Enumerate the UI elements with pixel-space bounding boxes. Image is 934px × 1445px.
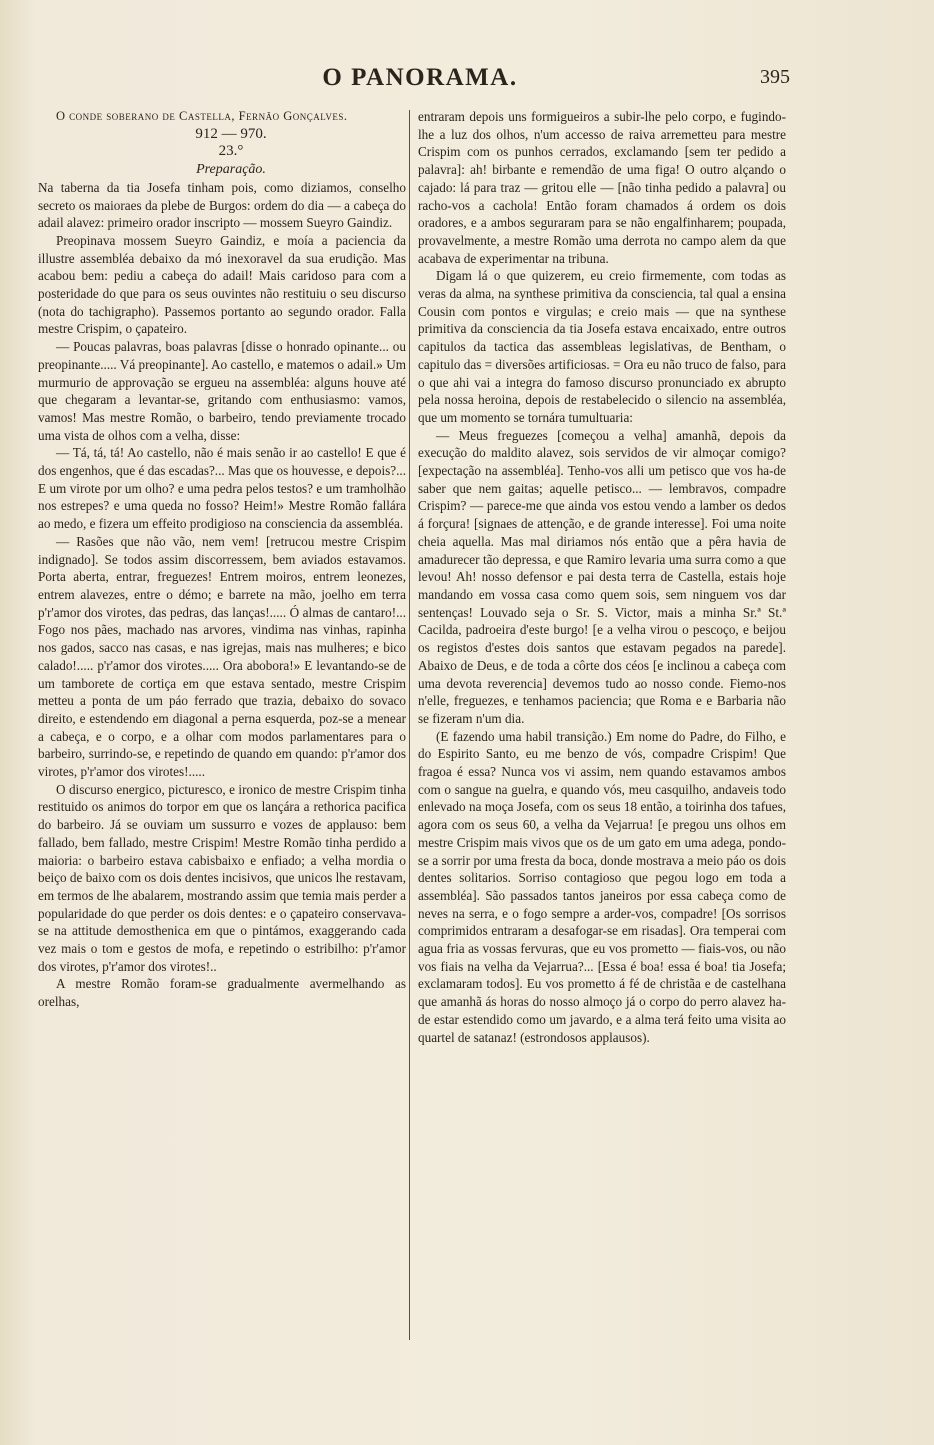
paragraph: — Poucas palavras, boas palavras [disse o honrado opinante... ou preopinante..... Vá preopinante]. Ao castello, e matemos o adail.» Um murmurio de approvação se ergueu na assembléa: alguns houve até que chegaram a levantar-se, gritando com enthusiasmo: vamos, vamos! Mas mestre Romão, o barbeiro, tendo previamente trocado uma vista de olhos com a velha, disse: [38,339,406,443]
paragraph: A mestre Romão foram-se gradualmente avermelhando as orelhas, [38,976,406,1010]
left-column [38,108,406,1011]
paragraph: — Meus freguezes [começou a velha] amanhã, depois da execução do maldito alavez, sois servidos de vir almoçar comigo? [expectação na assembléa]. Tenho-vos alli um petisco que vos ha-de saber que nem gaitas; aquelle petisco... — lembravos, compadre Crispim? — parece-me que ainda vos estou vendo a lamber os dedos á forçura! [signaes de attenção, e de grande interesse]. Foi uma noite cheia aquella. Mas mal diriamos nós então que a pêra havia de amadurecer tão depressa, e que Ramiro levaria uma surra como a que levou! Ah! nosso defensor e pai desta terra de Castella, estais hoje mandando em vossa casa como quem sois, sem ninguem vos dar sentenças! Louvado seja o Sr. S. Victor, mais a minha Sr.ª St.ª Cacilda, padroeira d'este burgo! [e a velha virou o pescoço, e beijou os registos d'estes dois santos que estavam pegados na parede]. Abaixo de Deus, e de toda a côrte dos céos [e inclinou a cabeça com uma devota reverencia] devemos tudo ao nosso conde. Fiemo-nos n'elle, freguezes, e tenhamos paciencia; que Roma e e Barbaria não se fizeram n'um dia. [418,427,786,726]
paragraph: Na taberna da tia Josefa tinham pois, como diziamos, conselho secreto os maioraes da plebe de Burgos: ordem do dia — a cabeça do adail alavez: primeiro orador inscripto — mossem Sueyro Gaindiz. [38,179,406,231]
paragraph: O discurso energico, picturesco, e ironico de mestre Crispim tinha restituido os animos do torpor em que os lançára a rethorica pacifica do barbeiro. Já se ouviam um sussurro e vozes de applauso: bem fallado, bem fallado, mestre Crispim! Mestre Romão tinha perdido a maioria: o barbeiro estava cabisbaixo e enfiado; a velha mordia o beiço de baixo com os dois dentes incisivos, que unicos lhe restavam, em termos de lhe abalarem, mostrando assim que temia mais perder a popularidade do que perder os dois dentes: e o çapateiro conservava-se na attitude demosthenica em que o pintámos, exaggerando cada vez mais o tom e gestos de mofa, e repetindo o estribilho: p'r'amor dos virotes, p'r'amor dos virotes!.. [38,781,406,974]
paragraph: Preopinava mossem Sueyro Gaindiz, e moía a paciencia da illustre assembléa debaixo da mó inexoravel da sua erudição. Mas acabou bem: pediu a cabeça do adail! Mais caridoso para com a posteridade do que para os seus ouvintes não restituiu o seu discurso (nota do tachigrapho). Passemos portanto ao segundo orador. Falla mestre Crispim, o çapateiro. [38,232,406,337]
paragraph: — Tá, tá, tá! Ao castello, não é mais senão ir ao castello! E que é dos engenhos, que é das escadas?... Mas que os houvesse, e depois?... E um virote por um olho? e uma pedra pelos testos? e um tramholhão nos estrepes? e uma queda no fosso? Heim!» Mestre Romão fallára ao medo, e fizera um effeito prodigioso na consciencia da assembléa. [38,445,406,532]
newspaper-title: O PANORAMA. [322,64,518,91]
paragraph: entraram depois uns formigueiros a subir-lhe pelo corpo, e fugindo-lhe a luz dos olhos, n'um accesso de raiva arremetteu para mestre Crispim com os punhos cerrados, exclamando [sem ter pedido a palavra]: ah! birbante e remendão de uma figa! O outro alçando o cajado: lá para traz — gritou elle — [não tinha pedido a palavra] ou racho-vos a cachola! Então foram chamados á ordem os dois oradores, e a ambos seguraram para se não engalfinharem; poupada, provavelmente, a mestre Romão uma derrota no campo alem da que acabava de experimentar na tribuna. [418,109,786,266]
article-title: O conde soberano de Castella, Fernão Gonçalves. [56,109,348,123]
right-column [418,108,786,1046]
running-head [50,62,790,94]
paragraph: (E fazendo uma habil transição.) Em nome do Padre, do Filho, e do Espirito Santo, eu me benzo de vós, compadre Crispim! Que fragoa é essa? Nunca vos vi assim, nem quando estavamos ambos com o sangue na guelra, e quando vós, meu casquilho, andaveis todo enlevado na moça Josefa, com os seus 18 então, a toirinha dos tafues, agora com os seus 60, a velha da Vejarrua! [e pregou uns olhos em mestre Crispim mais vivos que os de um gato em uma adega, pondo-se a sorrir por uma fresta da boca, donde mostrava a meio páo os dois dentes solitarios. Sorriso contagioso que pegou logo em toda a assembléa]. São passados tantos janeiros por essa cabeça como de neves na serra, e o fogo sempre a arder-vos, compadre! [Os sorrisos comprimidos entraram a desafogar-se em risadas]. Ora temperai com agua fria as vossas fervuras, que eu vos prometto — fiais-vos, ou não vos fiais na velha da Vejarrua?... [Essa é boa! essa é boa! tia Josefa; exclamaram todos]. Eu vos prometto á fé de christãa e de castelhana que amanhã ás horas do nosso almoço já o corpo do perro alavez ha-de estar estendido como um javardo, e a alma terá feito uma visita ao quartel de satanaz! (estrondosos applausos). [418,728,786,1045]
chapter-subtitle: Preparação. [196,162,266,178]
paragraph: Digam lá o que quizerem, eu creio firmemente, com todas as veras da alma, na synthese primitiva da consciencia, tal qual a ensina Cousin com pontos e virgulas; e creio mais — que na synthese primitiva da consciencia da tia Josefa estava encaixado, entre outros capitulos da tactica das assembleas legislativas, de Bentham, o capitulo das = diversões artificiosas. = Ora eu não truco de falso, para o que ahi vai a integra do famoso discurso pronunciado ex abrupto pela nossa heroina, depois de restabelecido o silencio na assembléa, que um momento se tornára tumultuaria: [418,268,786,425]
column-divider [409,110,410,1340]
chapter-number: 23.° [218,143,244,160]
paragraph: — Rasões que não vão, nem vem! [retrucou mestre Crispim indignado]. Se todos assim discorressem, bem aviados estavamos. Porta aberta, entrar, freguezes! Entrem moiros, entrem leonezes, entrem alavezes, entre o démo; e barrete na mão, joelho em terra p'r'amor dos virotes, das pedras, das lanças!..... Ó almas de cantaro!... Fogo nos pães, machado nas arvores, vindima nas vinhas, rapinha nos gados, sacco nas casas, e nas igrejas, mais nas mulheres; e bico calado!..... p'r'amor dos virotes..... Ora abobora!» E levantando-se de um tamborete de cortiça em que estava sentado, mestre Crispim metteu a ponta de um páo ferrado que trazia, debaixo do sovaco direito, e estendendo em diagonal a perna esquerda, poz-se a menear a cabeça, e o corpo, e a olhar com modos parlamentares para o barbeiro, surrindo-se, e repetindo de quando em quando: p'r'amor dos virotes, p'r'amor dos virotes!..... [38,533,406,780]
page-number: 395 [760,66,790,88]
article-years: 912 — 970. [195,125,267,142]
